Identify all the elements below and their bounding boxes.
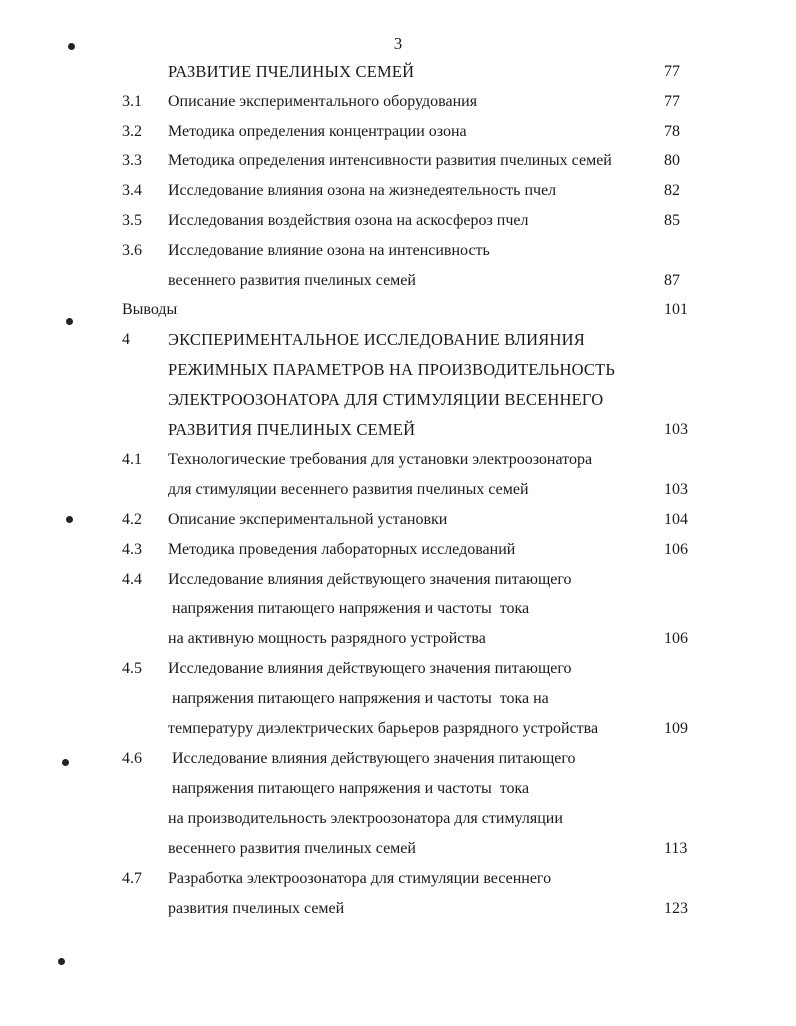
toc-number: 4.2: [122, 511, 142, 528]
toc-entry: [0, 388, 796, 412]
toc-page: 113: [664, 840, 688, 857]
toc-title: Исследования воздействия озона на аскосфероз пчел: [168, 212, 529, 229]
toc-page: 82: [664, 182, 680, 199]
toc-title: на производительность электроозонатора для стимуляции: [168, 810, 563, 827]
toc-entry: [0, 90, 796, 114]
toc-title: весеннего развития пчелиных семей: [168, 272, 416, 289]
toc-number: 3.5: [122, 212, 142, 229]
toc-entry: [0, 239, 796, 263]
toc-title: ЭКСПЕРИМЕНТАЛЬНОЕ ИССЛЕДОВАНИЕ ВЛИЯНИЯ: [168, 330, 585, 349]
toc-number: 4.4: [122, 571, 142, 588]
toc-page: 104: [664, 511, 688, 528]
toc-entry: [0, 269, 796, 293]
toc-number: 3.4: [122, 182, 142, 199]
toc-number: 3.6: [122, 242, 142, 259]
toc-entry: [0, 807, 796, 831]
toc-title: Методика определения концентрации озона: [168, 123, 467, 140]
toc-title: Описание экспериментального оборудования: [168, 93, 478, 110]
toc-title: напряжения питающего напряжения и частоты тока: [168, 600, 530, 617]
toc-page: 78: [664, 123, 680, 140]
toc-number: Выводы: [122, 301, 178, 318]
toc-number: 3.1: [122, 93, 142, 110]
toc-entry: [0, 418, 796, 442]
toc-number: 4.6: [122, 750, 142, 767]
toc-entry: [0, 508, 796, 532]
toc-entry: [0, 717, 796, 741]
toc-entry: [0, 897, 796, 921]
toc-entry: [0, 747, 796, 771]
toc-entry: [0, 568, 796, 592]
toc-page: 106: [664, 630, 688, 647]
toc-entry: [0, 538, 796, 562]
toc-title: Исследование влияния действующего значения питающего: [168, 750, 576, 767]
page-number: 3: [393, 34, 403, 53]
toc-page: 103: [664, 421, 688, 438]
toc-title: Исследование влияние озона на интенсивность: [168, 242, 490, 259]
toc-entry: [0, 149, 796, 173]
toc-page: 123: [664, 900, 688, 917]
toc-entry: [0, 478, 796, 502]
toc-title: для стимуляции весеннего развития пчелиных семей: [168, 481, 529, 498]
toc-page: 87: [664, 272, 680, 289]
toc-number: 4.7: [122, 870, 142, 887]
toc-number: 4.5: [122, 660, 142, 677]
toc-entry: [0, 627, 796, 651]
toc-entry: [0, 687, 796, 711]
toc-title: РЕЖИМНЫХ ПАРАМЕТРОВ НА ПРОИЗВОДИТЕЛЬНОСТЬ: [168, 360, 616, 379]
toc-title: на активную мощность разрядного устройства: [168, 630, 486, 647]
toc-title: ЭЛЕКТРООЗОНАТОРА ДЛЯ СТИМУЛЯЦИИ ВЕСЕННЕГО: [168, 390, 604, 409]
toc-title: Методика определения интенсивности развития пчелиных семей: [168, 152, 612, 169]
toc-entry: [0, 597, 796, 621]
toc-page: 85: [664, 212, 680, 229]
toc-title: Исследование влияния действующего значения питающего: [168, 571, 572, 588]
toc-title: Технологические требования для установки электроозонатора: [168, 451, 593, 468]
toc-entry: [0, 448, 796, 472]
toc-entry: [0, 837, 796, 861]
toc-title: температуру диэлектрических барьеров разрядного устройства: [168, 720, 599, 737]
toc-number: 3.3: [122, 152, 142, 169]
toc-title: РАЗВИТИЕ ПЧЕЛИНЫХ СЕМЕЙ: [168, 62, 415, 81]
toc-entry: [0, 60, 796, 84]
toc-entry: [0, 657, 796, 681]
toc-page: 109: [664, 720, 688, 737]
toc-entry: [0, 120, 796, 144]
toc-page: 106: [664, 541, 688, 558]
toc-title: Разработка электроозонатора для стимуляции весеннего: [168, 870, 552, 887]
toc-entry: [0, 867, 796, 891]
toc-number: 3.2: [122, 123, 142, 140]
toc-entry: [0, 777, 796, 801]
toc-number: 4.1: [122, 451, 142, 468]
toc-title: напряжения питающего напряжения и частоты тока на: [168, 690, 549, 707]
toc-page: 101: [664, 301, 688, 318]
toc-title: Методика проведения лабораторных исследований: [168, 541, 516, 558]
toc-title: РАЗВИТИЯ ПЧЕЛИНЫХ СЕМЕЙ: [168, 420, 416, 439]
toc-page: 103: [664, 481, 688, 498]
toc-title: весеннего развития пчелиных семей: [168, 840, 416, 857]
toc-entry: [0, 328, 796, 352]
toc-page: 77: [664, 93, 680, 110]
toc-entry: [0, 298, 796, 322]
toc-number: 4: [122, 331, 130, 348]
toc-page: 80: [664, 152, 680, 169]
toc-title: Исследование влияния действующего значения питающего: [168, 660, 572, 677]
toc-entry: [0, 179, 796, 203]
toc-title: Описание экспериментальной установки: [168, 511, 448, 528]
toc-page: 77: [664, 63, 680, 80]
toc-title: напряжения питающего напряжения и частоты тока: [168, 780, 530, 797]
toc-entry: [0, 358, 796, 382]
toc-title: развития пчелиных семей: [168, 900, 345, 917]
toc-entry: [0, 209, 796, 233]
toc-number: 4.3: [122, 541, 142, 558]
toc-title: Исследование влияния озона на жизнедеятельность пчел: [168, 182, 557, 199]
